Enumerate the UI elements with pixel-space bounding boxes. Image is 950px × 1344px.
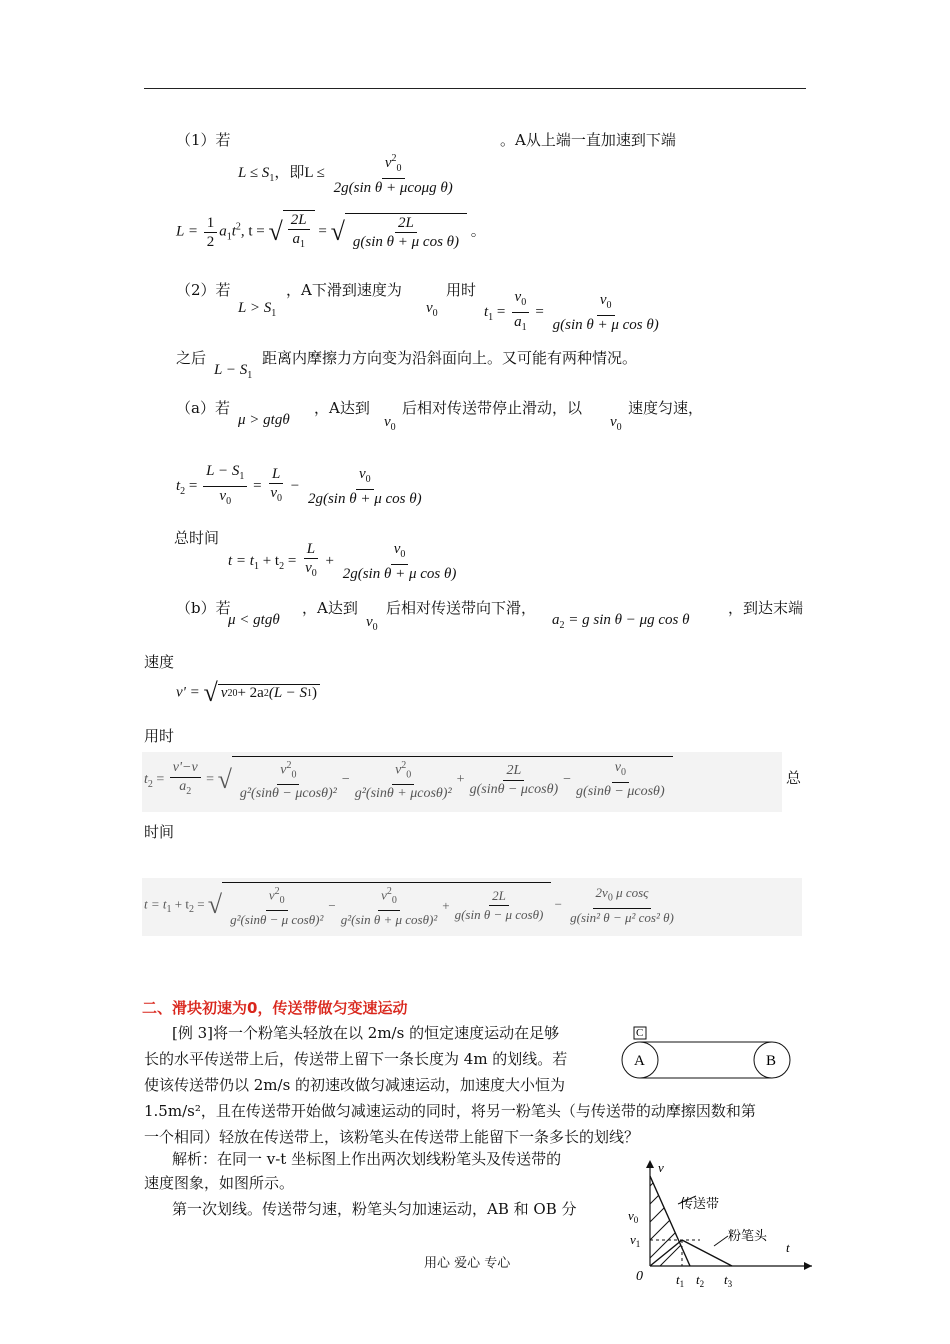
case2-label: （2）若 bbox=[176, 281, 231, 299]
paragraph-line-2: 长的水平传送带上后，传送带上留下一条长度为 4m 的划线。若 bbox=[144, 1050, 568, 1068]
page-footer: 用心 爱心 专心 bbox=[424, 1256, 511, 1271]
paragraph-line-6: 解析：在同一 v-t 坐标图上作出两次划线粉笔头及传送带的 bbox=[172, 1150, 562, 1168]
paragraph-line-7: 速度图象，如图所示。 bbox=[144, 1174, 295, 1192]
equation-L: L = $\frac{1}{2}$ $a_1t^2$, t = √ $\frac{2L}{a_1}$ = √ $\frac{2L}{\text{g(sin θ + μ cos θ)}}$ 。 bbox=[176, 210, 486, 254]
v1-label: $v_1$ bbox=[630, 1232, 641, 1249]
conveyor-belt-figure bbox=[614, 1022, 794, 1084]
paragraph-line-8: 第一次划线。传送带匀速，粉笔头匀加速运动，AB 和 OB 分 bbox=[172, 1200, 577, 1218]
after-lead: 之后 bbox=[176, 349, 207, 367]
case-a-label: （a）若 bbox=[176, 399, 230, 417]
chalk-decel-line bbox=[682, 1240, 732, 1266]
t3-label: $t_3$ bbox=[724, 1272, 733, 1289]
case2-middle: ，A下滑到速度为 bbox=[286, 281, 402, 299]
total-time-label: 总时间 bbox=[174, 529, 220, 547]
t-axis-arrow bbox=[804, 1262, 812, 1270]
case2-after: 用时 bbox=[446, 281, 477, 299]
t2-label: $t_2$ bbox=[696, 1272, 705, 1289]
case1-label: （1）若 bbox=[176, 131, 231, 149]
section-heading: 二、滑块初速为0，传送带做匀变速运动 bbox=[142, 999, 408, 1017]
equation-t1: $t_1$ = $\frac{v_0}{a_1}$ = $\frac{v_0}{\text{g(sin θ + μ cos θ)}}$ bbox=[484, 289, 659, 333]
case-b-middle: ，A达到 bbox=[302, 599, 358, 617]
equation-t2: $t_2$ = $\frac{L - S_1}{v_0}$ = $\frac{L}{v_0}$ − $\frac{v_0}{\text{2g(sin θ + μ cos θ)}}$ bbox=[176, 463, 422, 507]
equation-t2b: $t_2$ = $\frac{v'-v}{a_2}$ = √ $\frac{v^2_0}{\text{g²(sinθ − μcosθ)²}}$ − $\frac{v^2_0}{\text{g²(sinθ + μcosθ)²}}$ + $\frac{2L}{g(\sin\theta - \mu\cos\theta)}$ − $\frac{v_0}{g(\sin\theta - \mu\cos\theta)}$ bbox=[144, 756, 673, 803]
case-a-v0: $v_0$ bbox=[384, 414, 396, 433]
case-a-condition: μ > gtgθ bbox=[238, 412, 290, 428]
equation-total-b: $t = t_1 + t_2$ = √ $\frac{v^2_0}{\text{g²(sinθ − μ cosθ)²}}$ − $\frac{v^2_0}{\text{g²(sin θ + μ cosθ)²}}$ + $\frac{2L}{\text{g(sin θ − μ cosθ)}}$ − $\frac{2v_0 \mu \cos\varsigma}{\text{g(sin² θ − μ² cos² θ)}}$ bbox=[144, 882, 679, 929]
belt-label: 传送带 bbox=[680, 1197, 720, 1212]
velocity-time-graph bbox=[620, 1156, 820, 1292]
case-b-a2: $a_2 = g$ sin θ − μg cos θ bbox=[552, 612, 690, 631]
origin-label: 0 bbox=[636, 1269, 643, 1284]
header-rule bbox=[144, 88, 806, 89]
chalk-label: 粉笔头 bbox=[728, 1229, 768, 1244]
label-c: C bbox=[636, 1027, 644, 1039]
case-b-v0: $v_0$ bbox=[366, 614, 378, 633]
case-a-middle2: 后相对传送带停止滑动，以 bbox=[402, 399, 583, 417]
paragraph-line-5: 一个相同）轻放在传送带上，该粉笔头在传送带上能留下一条多长的划线？ bbox=[144, 1128, 640, 1146]
label-a: A bbox=[634, 1053, 645, 1069]
label-b: B bbox=[766, 1053, 777, 1069]
paragraph-line-3: 使该传送带仍以 2m/s 的初速改做匀减速运动，加速度大小恒为 bbox=[144, 1076, 566, 1094]
case-b-middle2: 后相对传送带向下滑， bbox=[386, 599, 537, 617]
case1-condition: $L \le S_1$，即L ≤ $\frac{v^2_0}{\text{2g(sin θ + μcoμg θ)}}$ bbox=[238, 150, 458, 197]
case-b-end: ，到达末端 bbox=[728, 599, 804, 617]
time-used-label: 用时 bbox=[144, 727, 175, 745]
after-expr: $L - S_1$ bbox=[214, 362, 253, 381]
chalk-leader bbox=[714, 1236, 728, 1246]
case-a-end: 速度匀速， bbox=[628, 399, 704, 417]
total-label-part1: 总 bbox=[786, 769, 802, 787]
after-text: 距离内摩擦力方向变为沿斜面向上。又可能有两种情况。 bbox=[262, 349, 638, 367]
case2-v0: $v_0$ bbox=[426, 300, 438, 319]
case-b-condition: μ < gtgθ bbox=[228, 612, 280, 628]
v-label: v bbox=[658, 1160, 664, 1175]
case-b-label: （b）若 bbox=[176, 599, 231, 617]
total-label-part2: 时间 bbox=[144, 823, 175, 841]
case2-condition: $L > S_1$ bbox=[238, 300, 277, 319]
paragraph-line-1: [例 3]将一个粉笔头轻放在以 2m/s 的恒定速度运动在足够 bbox=[172, 1024, 560, 1042]
v-axis-arrow bbox=[646, 1160, 654, 1168]
equation-total-a: $t = t_1 + t_2$ = $\frac{L}{v_0}$ + $\frac{v_0}{\text{2g(sin θ + μ cos θ)}}$ bbox=[228, 541, 457, 582]
t1-label: $t_1$ bbox=[676, 1272, 685, 1289]
t-label: t bbox=[786, 1240, 790, 1255]
v0-label: $v_0$ bbox=[628, 1208, 639, 1225]
speed-label: 速度 bbox=[144, 653, 175, 671]
case1-after: 。A从上端一直加速到下端 bbox=[500, 131, 676, 149]
case-a-v0b: $v_0$ bbox=[610, 414, 622, 433]
case-a-middle: ，A达到 bbox=[314, 399, 370, 417]
equation-vprime: v' = √ v 2 0 + 2a 2 (L − S 1 ) bbox=[176, 680, 320, 706]
paragraph-line-4: 1.5m/s²，且在传送带开始做匀减速运动的同时，将另一粉笔头（与传送带的动摩擦因数和第 bbox=[144, 1102, 756, 1120]
